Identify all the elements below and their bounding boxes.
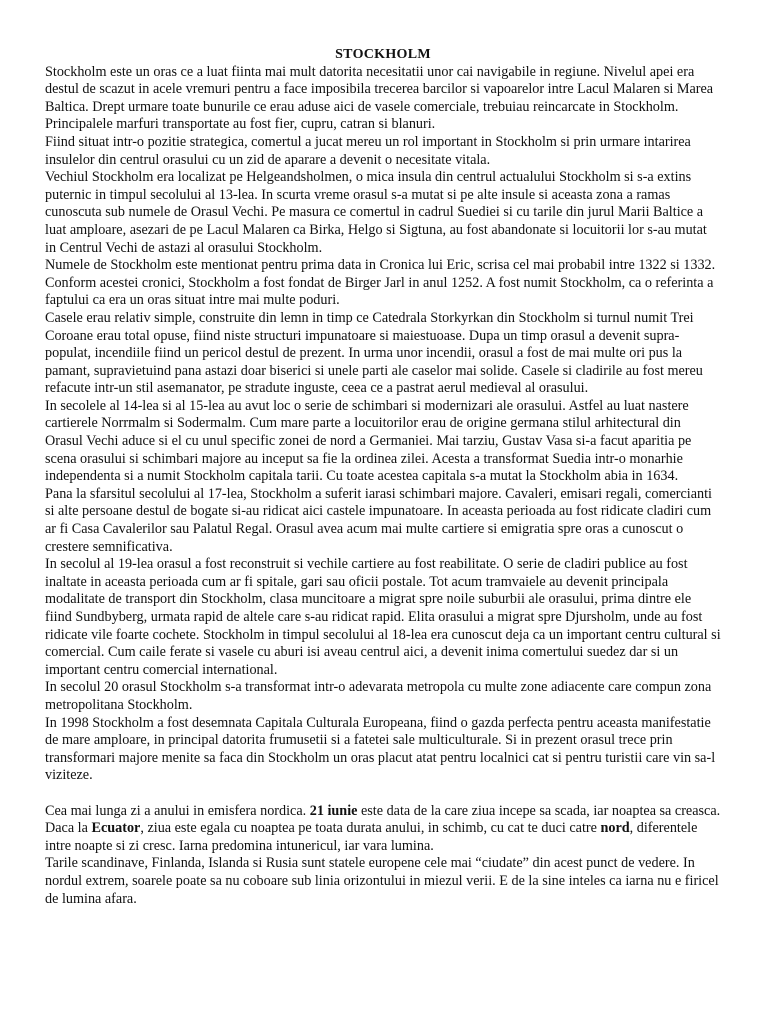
fact-text: Daca la [45,820,92,837]
paragraph: In secolele al 14-lea si al 15-lea au avut loc o serie de schimbari si modernizari ale orasului. Astfel au luat nastere cartierele Norrmalm si Sodermalm. Cum mare parte a locuitorilor erau de origine germana stilul arhitectural din Orasul Vechi aduce si el cu unul specific zonei de nord a Germaniei. Mai tarziu, Gustav Vasa si-a facut aparitia pe scena orasului si schimbari majore au inceput sa fie la ordinea zilei. Acesta a transformat Suedia intr-o monarhie independenta si a numit Stockholm capitala tarii. Cu toate acestea capitala s-a mutat la Stockholm abia in 1634. [45,397,692,485]
paragraph: In 1998 Stockholm a fost desemnata Capitala Culturala Europeana, fiind o gazda perfecta pentru aceasta manifestatie de mare amploare, in principal datorita frumusetii si a fatetei sale multiculturale. Si in prezent orasul trece prin transformari majore menite sa faca din Stockholm un oras placut atat pentru localnici cat si pentru turistii care vin sa-l viziteze. [45,714,716,784]
paragraph: Numele de Stockholm este mentionat pentru prima data in Cronica lui Eric, scrisa cel mai probabil intre 1322 si 1332. Conform acestei cronici, Stockholm a fost fondat de Birger Jarl in anul 1252. A fost numit Stockholm, ca o referinta a faptului ca era un oras situat intre mai multe poduri. [45,257,716,309]
paragraph: Pana la sfarsitul secolului al 17-lea, Stockholm a suferit iarasi schimbari majore. Cavaleri, emisari regali, comercianti si alte persoane destul de bogate si-au ridicat aici castele impunatoare. In aceasta perioada au fost ridicate cladiri cum ar fi Casa Cavalerilor sau Palatul Regal. Orasul avea acum mai multe cartiere si emigratia spre oras a cunoscut o crestere semnificativa. [45,485,712,555]
fact-text: , ziua este egala cu noaptea pe toata durata anului, in schimb, cu cat te duci catre [140,820,601,837]
paragraph: Fiind situat intr-o pozitie strategica, comertul a jucat mereu un rol important in Stockholm si prin urmare intarirea insulelor din centrul orasului cu un zid de aparare a devenit o necesitate vitala. [45,133,691,168]
paragraph: In secolul al 19-lea orasul a fost reconstruit si vechile cartiere au fost reabilitate. O serie de cladiri publice au fost inaltate in aceasta perioada cum ar fi spitale, gari sau oficii postale. Tot acum tramvaiele au devenit principala modalitate de transport din Stockholm, clasa muncitoare a migrat spre noile suburbii ale orasului, prima dintre ele fiind Sundbyberg, urmata rapid de altele care s-au ridicat rapid. Elita orasului a migrat spre Djursholm, unde au fost ridicate vile foarte cochete. Stockholm in timpul secolului al 18-lea era cunoscut deja ca un important centru cultural si comercial. Cum caile ferate si vasele cu aburi isi aveau centrul aici, a devenit inima comertului suedez dar si un important centru comercial international. [45,556,721,678]
paragraph: In secolul 20 orasul Stockholm s-a transformat intr-o adevarata metropola cu multe zone adiacente care compun zona metropolitana Stockholm. [45,679,712,713]
fact-text: Cea mai lunga zi a anului in emisfera nordica. [45,802,310,819]
fact-bold-north: nord [600,820,630,837]
document-page [45,46,721,908]
fact-text: este data de la care ziua incepe sa scada, iar noaptea sa creasca. [357,802,721,819]
paragraph: Vechiul Stockholm era localizat pe Helgeandsholmen, o mica insula din centrul actualului Stockholm si s-a extins puternic in timpul secolului al 13-lea. In scurta vreme orasul s-a mutat si pe alte insule si aceasta zona a ramas cunoscuta sub numele de Orasul Vechi. Pe masura ce comertul in cadrul Suediei si cu tarile din jurul Marii Baltice a luat amploare, asezari de pe Lacul Malaren ca Birka, Helgo si Sigtuna, au fost abandonate si locuitorii lor s-au mutat in Centrul Vechi de astazi al orasului Stockholm. [45,169,707,256]
fact-bold-date: 21 iunie [309,802,358,819]
fact-paragraph-scandinavia: Tarile scandinave, Finlanda, Islanda si Rusia sunt statele europene cele mai “ciudate” din acest punct de vedere. In nordul extrem, soarele poate sa nu coboare sub linia orizontului in miezul verii. E de la sine inteles ca iarna nu e firicel de lumina afara. [45,855,719,907]
paragraph: Casele erau relativ simple, construite din lemn in timp ce Catedrala Storkyrkan din Stockholm si turnul numit Trei Coroane erau total opuse, fiind niste structuri impunatoare si maiestuoase. Dupa un timp orasul a devenit supra-populat, incendiile fiind un pericol destul de prezent. In urma unor incendii, orasul a fost de mai multe ori pus la pamant, supravietuind pana astazi doar biserici si unele parti ale caselor mai solide. Casele si cladirile au fost mereu refacute intr-un stil asemanator, pe stradute inguste, ceea ce a pastrat aerul medieval al orasului. [45,309,703,397]
paragraph: Stockholm este un oras ce a luat fiinta mai mult datorita necesitatii unor cai navigabile in regiune. Nivelul apei era destul de scazut in acele vremuri pentru a face imposibila trecerea barcilor si vapoarelor intre Lacul Malaren si Marea Baltica. Drept urmare toate bunurile ce erau aduse aici de vasele comerciale, trebuiau reincarcate in Stockholm. Principalele marfuri transportate au fost fier, cupru, catran si blanuri. [45,63,714,133]
document-title: STOCKHOLM [335,47,431,62]
fact-bold-equator: Ecuator [91,820,141,837]
fact-paragraph-equator [45,820,721,855]
blank-line [45,785,721,803]
fact-text: , diferentele intre noapte si zi cresc. Iarna predomina intunericul, iar vara lumina. [45,820,698,854]
fact-paragraph-longest-day [45,803,721,821]
